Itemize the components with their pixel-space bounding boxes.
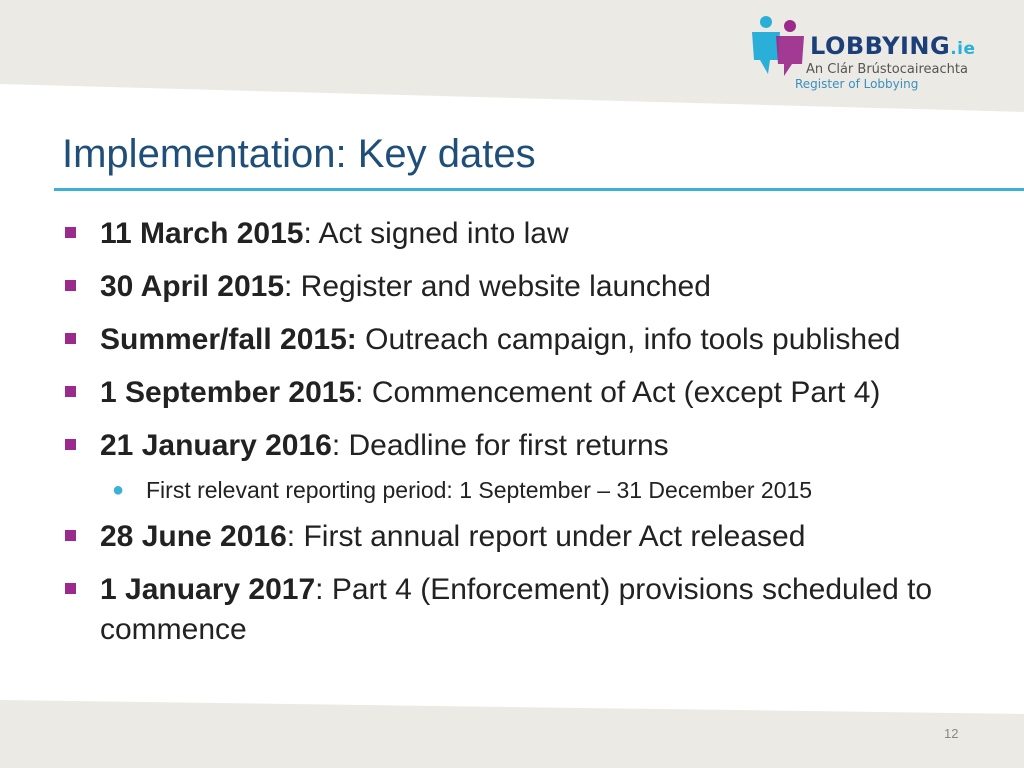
list-item: [62, 320, 1012, 360]
list-item: [62, 373, 1012, 413]
bullet-date: 28 June 2016: [100, 520, 287, 553]
bullet-date: 11 March 2015: [100, 217, 304, 250]
bottom-band: [0, 700, 1024, 768]
lobbying-logo: [750, 12, 990, 96]
bullet-separator: :: [284, 270, 301, 303]
list-item: [62, 267, 1012, 307]
bullet-text: Commencement of Act (except Part 4): [371, 376, 881, 409]
bullet-text: Act signed into law: [318, 217, 569, 250]
title-underline: [54, 188, 1024, 191]
slide-title: Implementation: Key dates: [62, 132, 536, 176]
logo-subtitle-english: Register of Lobbying: [795, 77, 919, 91]
square-bullet-icon: [65, 280, 76, 291]
square-bullet-icon: [65, 333, 76, 344]
lobbying-logo-icon: [750, 14, 810, 78]
list-item: [62, 570, 1012, 650]
bullet-text: Outreach campaign, info tools published: [365, 323, 901, 356]
bullet-separator: [357, 323, 365, 356]
bullet-separator: :: [303, 217, 319, 250]
square-bullet-icon: [65, 439, 76, 450]
sub-bullet-text: First relevant reporting period: 1 September – 31 December 2015: [146, 477, 813, 503]
bullet-separator: :: [315, 573, 332, 606]
key-dates-list: [62, 214, 1012, 663]
bullet-date: 21 January 2016: [100, 429, 332, 462]
bullet-text: First annual report under Act released: [303, 520, 806, 553]
bullet-separator: :: [355, 376, 372, 409]
square-bullet-icon: [65, 227, 76, 238]
square-bullet-icon: [65, 530, 76, 541]
square-bullet-icon: [65, 583, 76, 594]
bullet-text: Deadline for first returns: [348, 429, 669, 462]
bullet-date: 30 April 2015: [100, 270, 284, 303]
logo-subtitle-irish: An Clár Brústocaireachta: [806, 62, 968, 77]
bullet-date: 1 January 2017: [100, 573, 316, 606]
bullet-date: 1 September 2015: [100, 376, 356, 409]
bullet-text: Part 4 (Enforcement) provisions scheduled to commence: [100, 573, 933, 646]
round-bullet-icon: ●: [112, 479, 125, 501]
bullet-separator: :: [331, 429, 349, 462]
page-number: 12: [944, 726, 959, 741]
bullet-separator: :: [286, 520, 304, 553]
list-item: [62, 426, 1012, 466]
sub-list-item: [62, 475, 1012, 505]
list-item: [62, 517, 1012, 557]
list-item: [62, 214, 1012, 254]
logo-wordmark: LOBBYING.ie: [810, 32, 976, 60]
bullet-text: Register and website launched: [300, 270, 711, 303]
bullet-date: Summer/fall 2015:: [100, 323, 357, 356]
square-bullet-icon: [65, 386, 76, 397]
